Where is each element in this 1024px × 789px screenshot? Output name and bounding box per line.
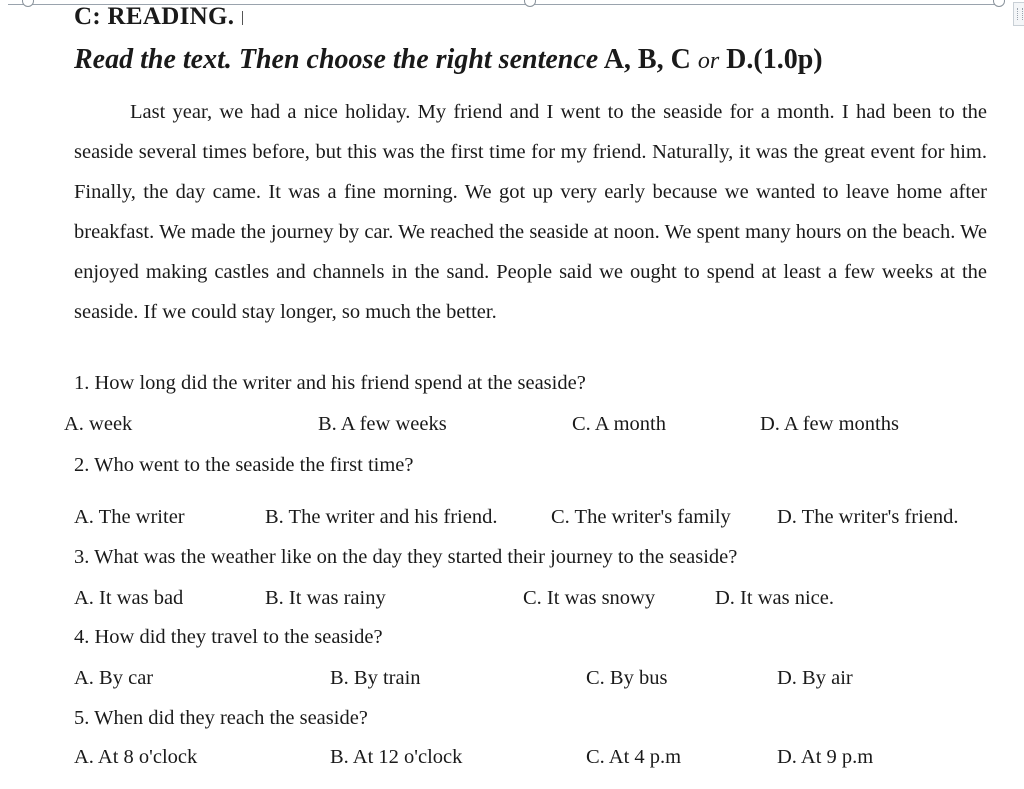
instruction [74,44,823,76]
question-5: 5. When did they reach the seaside? [74,707,368,729]
frame-resize-handle[interactable] [22,0,34,7]
frame-resize-handle[interactable] [524,0,536,7]
q5-option-b[interactable]: B. At 12 o'clock [330,746,463,768]
q3-option-d[interactable]: D. It was nice. [715,587,834,609]
instruction-points: D.(1.0p) [726,44,823,75]
q2-option-b[interactable]: B. The writer and his friend. [265,506,498,528]
q1-option-b[interactable]: B. A few weeks [318,413,447,435]
q3-option-b[interactable]: B. It was rainy [265,587,386,609]
q2-option-a[interactable]: A. The writer [74,506,185,528]
text-cursor [242,11,243,25]
q4-option-d[interactable]: D. By air [777,667,853,689]
frame-resize-handle[interactable] [993,0,1005,7]
q1-option-d[interactable]: D. A few months [760,413,899,435]
q4-option-a[interactable]: A. By car [74,667,154,689]
q5-option-d[interactable]: D. At 9 p.m [777,746,874,768]
instruction-or: or [697,48,720,74]
q5-option-a[interactable]: A. At 8 o'clock [74,746,198,768]
q5-option-c[interactable]: C. At 4 p.m [586,746,682,768]
question-4: 4. How did they travel to the seaside? [74,626,383,648]
q1-option-c[interactable]: C. A month [572,413,666,435]
instruction-letters: A, B, C [603,44,691,75]
q4-option-c[interactable]: C. By bus [586,667,668,689]
q3-option-a[interactable]: A. It was bad [74,587,184,609]
q3-option-c[interactable]: C. It was snowy [523,587,656,609]
section-title: C: READING. [74,3,243,31]
q2-option-c[interactable]: C. The writer's family [551,506,731,528]
instruction-text: Read the text. Then choose the right sentence [74,44,599,75]
q4-option-b[interactable]: B. By train [330,667,421,689]
question-1: 1. How long did the writer and his friend spend at the seaside? [74,372,586,394]
q1-option-a[interactable]: A. week [64,413,133,435]
q2-option-d[interactable]: D. The writer's friend. [777,506,959,528]
side-panel-handle[interactable] [1013,2,1024,26]
reading-passage: Last year, we had a nice holiday. My friend and I went to the seaside for a month. I had been to the seaside several times before, but this was the first time for my friend. Naturally, it was the great event for him. Finally, the day came. It was a fine morning. We got up very early because we wanted to leave home after breakfast. We made the journey by car. We reached the seaside at noon. We spent many hours on the beach. We enjoyed making castles and channels in the sand. People said we ought to spend at least a few weeks at the seaside. If we could stay longer, so much the better. [74,101,987,323]
question-3: 3. What was the weather like on the day they started their journey to the seaside? [74,546,738,568]
question-2: 2. Who went to the seaside the first time? [74,454,414,476]
